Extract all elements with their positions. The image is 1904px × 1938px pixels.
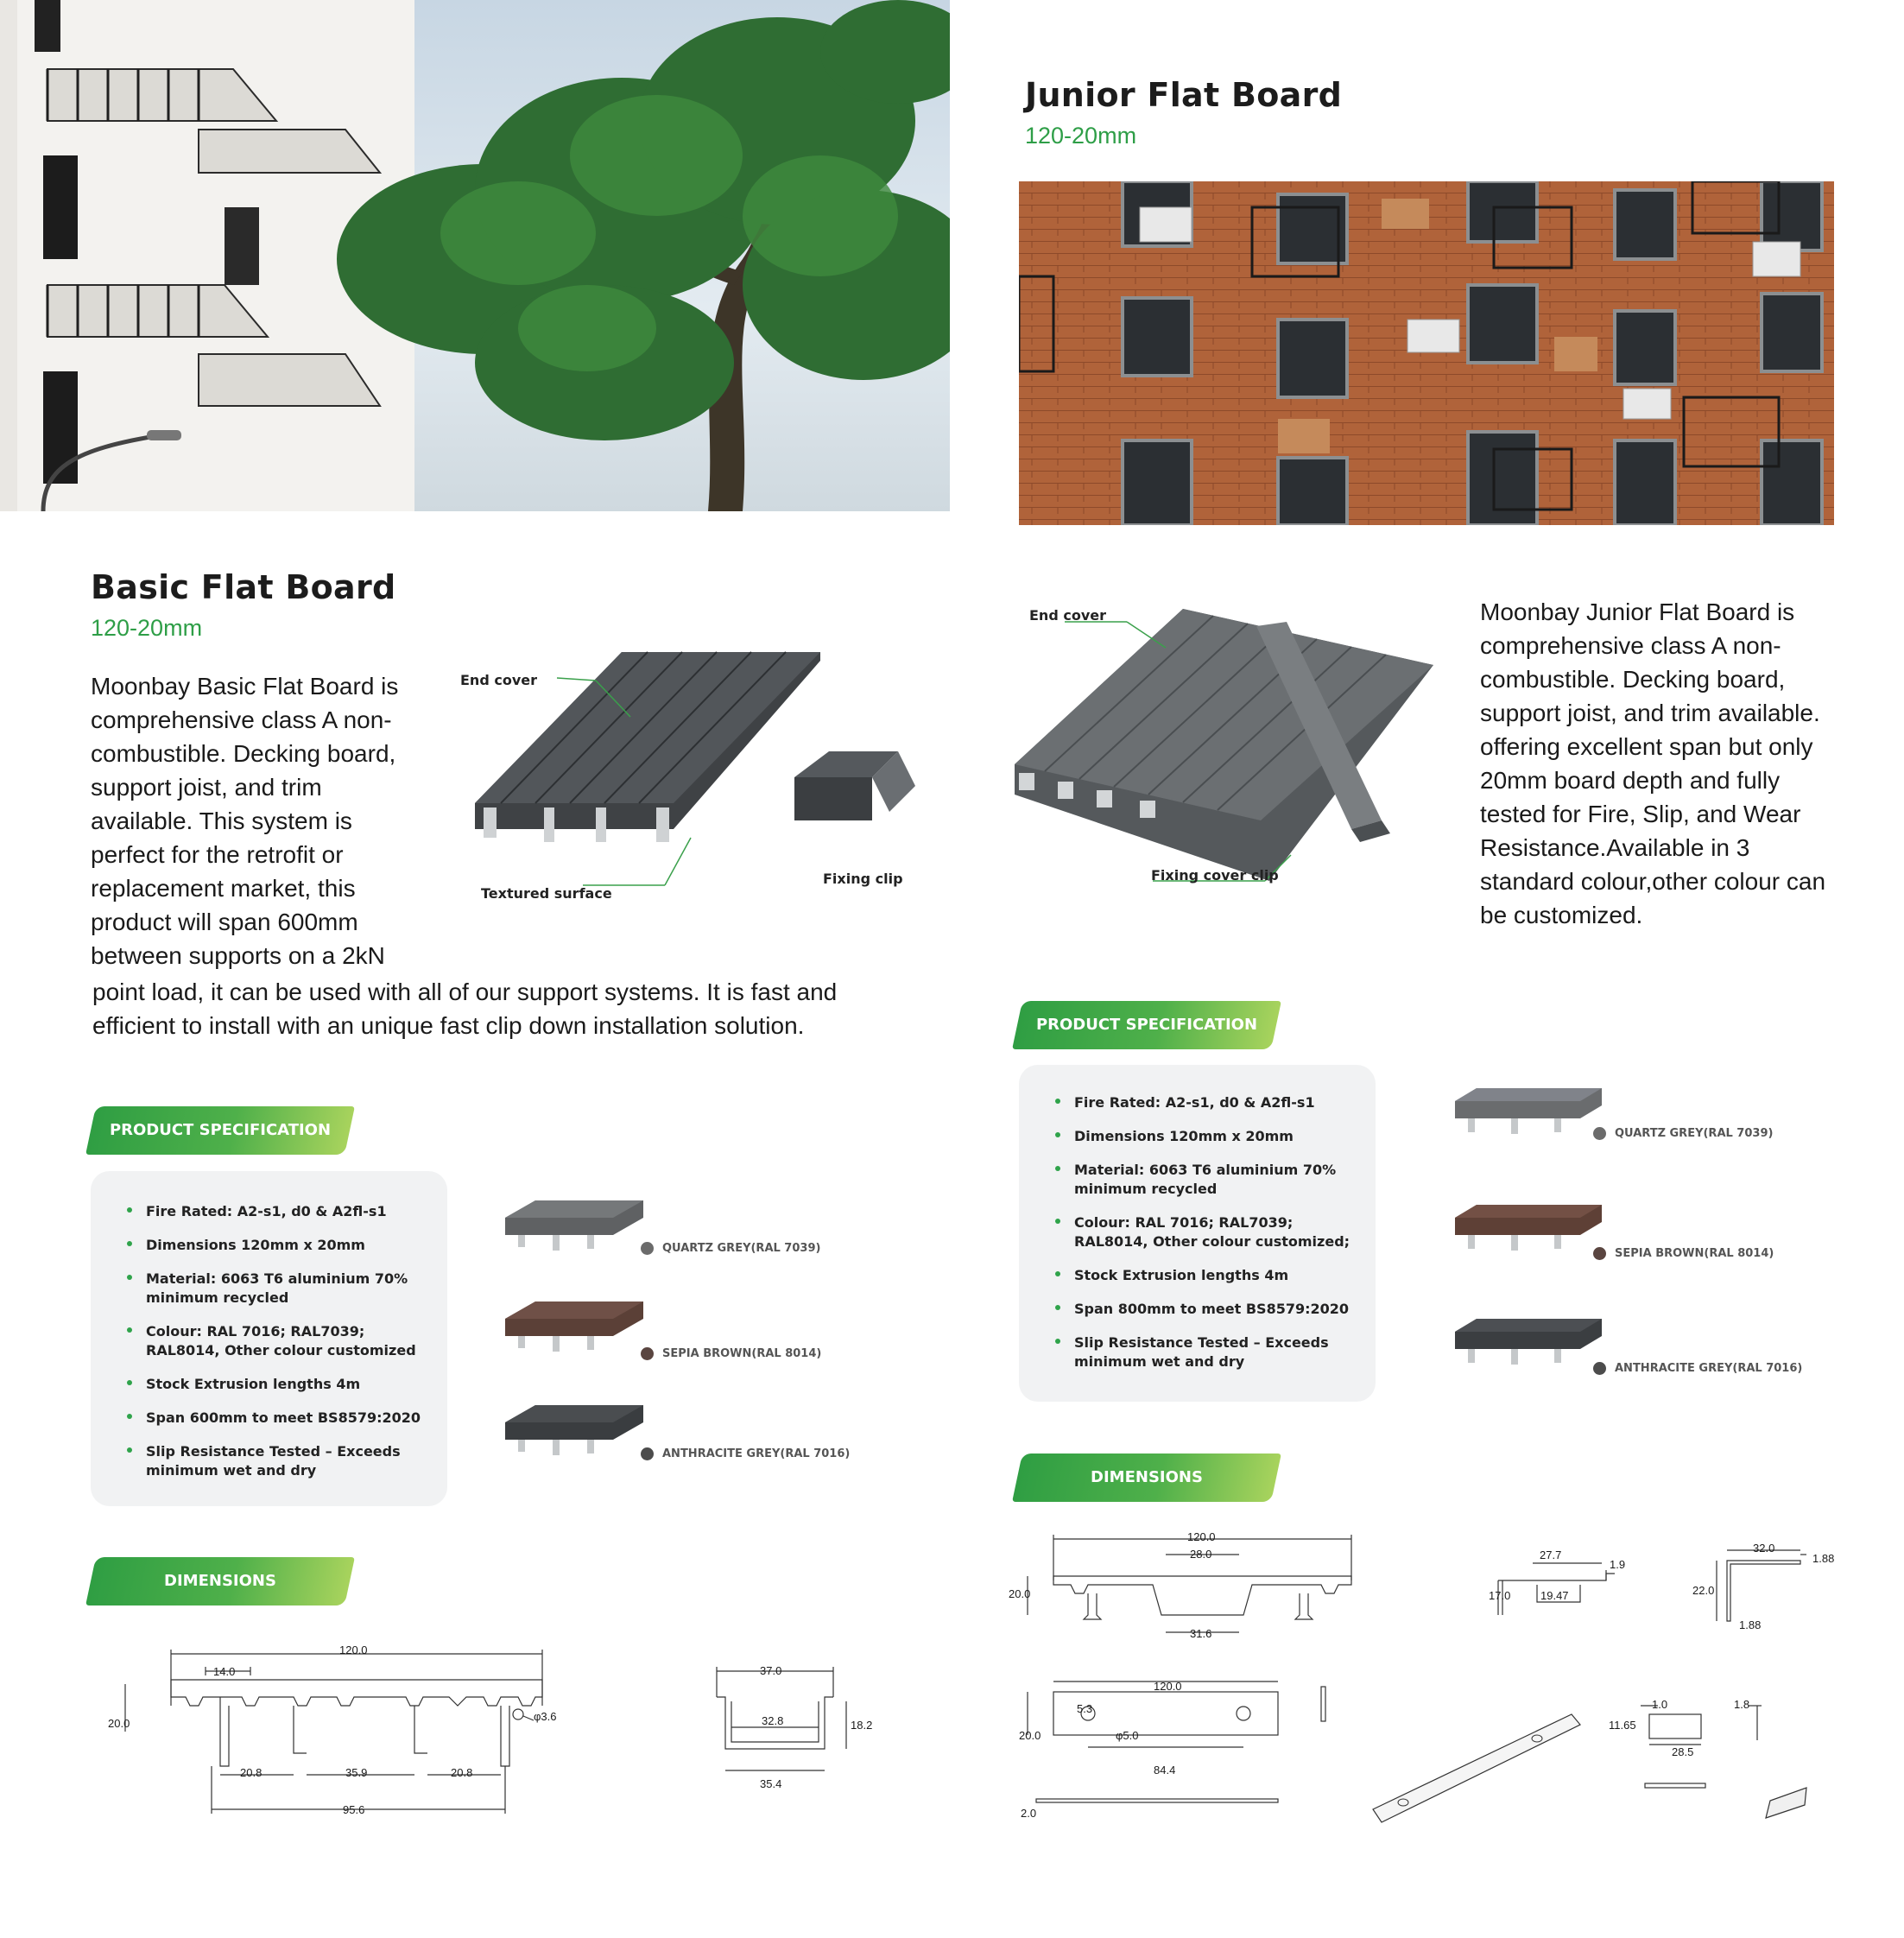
- swatch-label: ANTHRACITE GREY(RAL 7016): [1615, 1362, 1803, 1375]
- strip-hole: φ5.0: [1116, 1729, 1139, 1742]
- dim-b: 35.9: [345, 1766, 368, 1779]
- left-spec-list: [127, 1202, 430, 1480]
- left-description-wrapped: Moonbay Basic Flat Board is comprehensive class A non-combustible. Decking board, support joist, and trim available. This system is perfect for the retrofit or replacement market, this product will span 600mm between supports on a 2kN: [91, 673, 399, 969]
- junior-board-illustration: [1010, 596, 1442, 898]
- strip-5-3: 5.3: [1077, 1702, 1093, 1715]
- swatch-label: QUARTZ GREY(RAL 7039): [662, 1242, 821, 1255]
- small-clip-1-8: 1.8: [1734, 1698, 1750, 1711]
- right-strip-perspective: [1364, 1706, 1589, 1835]
- left-spec-badge: [85, 1106, 355, 1155]
- dim-base: 95.6: [343, 1803, 365, 1816]
- right-title: Junior Flat Board: [1025, 76, 1343, 114]
- right-spec-badge-label: PRODUCT SPECIFICATION: [1035, 1016, 1258, 1034]
- small-clip-1-0: 1.0: [1652, 1698, 1668, 1711]
- swatch-dot: [1593, 1362, 1606, 1375]
- left-dimensions-badge: [85, 1557, 355, 1606]
- right-spec-list: [1055, 1093, 1358, 1371]
- right-subtitle: 120-20mm: [1025, 123, 1137, 149]
- trim-22-0: 22.0: [1692, 1584, 1715, 1597]
- trim-1-88-top: 1.88: [1812, 1552, 1835, 1565]
- left-spec-box: [91, 1171, 447, 1506]
- dim-height: 20.0: [108, 1717, 130, 1730]
- callout-end-cover: End cover: [460, 672, 537, 688]
- swatch-dot: [1593, 1247, 1606, 1260]
- strip-2-0: 2.0: [1021, 1807, 1037, 1820]
- right-spec-badge: [1012, 1001, 1281, 1049]
- right-dimensions-badge-label: DIMENSIONS: [1091, 1468, 1203, 1486]
- clip-inner: 32.8: [762, 1714, 784, 1727]
- strip-120: 120.0: [1154, 1680, 1182, 1693]
- left-subtitle: 120-20mm: [91, 615, 203, 641]
- clip-17-0: 17.0: [1489, 1589, 1511, 1602]
- left-board-quartz-grey: [501, 1196, 648, 1261]
- swatch-dot: [641, 1447, 654, 1460]
- right-description: Moonbay Junior Flat Board is comprehensive class A non-combustible. Decking board, support joist, and trim available. offering excellent span but only 20mm board depth and fully tested for Fire, Slip, and Wear Resistance.Available in 3 standard colour,other colour can be customized.: [1480, 598, 1826, 928]
- left-title: Basic Flat Board: [91, 568, 396, 606]
- right-swatch-quartz-grey: [1593, 1127, 1773, 1140]
- right-dimensions-badge: [1012, 1454, 1281, 1502]
- trim-32-0: 32.0: [1753, 1542, 1775, 1555]
- swatch-label: SEPIA BROWN(RAL 8014): [1615, 1247, 1774, 1260]
- left-swatch-quartz-grey: [641, 1242, 820, 1255]
- right-small-clip: [1606, 1697, 1813, 1835]
- dim-a: 20.8: [240, 1766, 263, 1779]
- brick-facade-illustration: [1019, 181, 1834, 525]
- left-swatch-anthracite-grey: [641, 1447, 850, 1460]
- spec-item: Material: 6063 T6 aluminium 70% minimum recycled: [127, 1270, 430, 1308]
- spec-item: Fire Rated: A2-s1, d0 & A2fl-s1: [127, 1202, 430, 1221]
- callout-fixing-cover-clip: Fixing cover clip: [1151, 867, 1279, 884]
- left-description-continued: point load, it can be used with all of our support systems. It is fast and efficient to install with an unique fast clip down installation solution.: [92, 978, 838, 1039]
- small-clip-28-5: 28.5: [1672, 1745, 1694, 1758]
- spec-item: Stock Extrusion lengths 4m: [127, 1375, 430, 1394]
- right-board-sepia-brown: [1451, 1200, 1606, 1265]
- left-profile-drawing: [95, 1637, 596, 1822]
- swatch-dot: [641, 1347, 654, 1360]
- clip-1-9: 1.9: [1610, 1558, 1626, 1571]
- right-board-anthracite-grey: [1451, 1314, 1606, 1379]
- left-board-sepia-brown: [501, 1297, 648, 1362]
- spec-item: Colour: RAL 7016; RAL7039; RAL8014, Other colour customized;: [1055, 1213, 1358, 1251]
- left-spec-badge-label: PRODUCT SPECIFICATION: [109, 1121, 332, 1139]
- strip-20: 20.0: [1019, 1729, 1041, 1742]
- right-dim-width: 120.0: [1187, 1530, 1216, 1543]
- clip-bottom: 35.4: [760, 1777, 782, 1790]
- callout-textured-surface: Textured surface: [481, 885, 612, 902]
- spec-item: Span 600mm to meet BS8579:2020: [127, 1409, 430, 1428]
- right-strip-plate: [1002, 1671, 1330, 1822]
- spec-item: Slip Resistance Tested – Exceeds minimum wet and dry: [1055, 1333, 1358, 1371]
- dim-c: 20.8: [451, 1766, 473, 1779]
- clip-height: 18.2: [851, 1719, 873, 1732]
- spec-item: Dimensions 120mm x 20mm: [127, 1236, 430, 1255]
- trim-1-88-bottom: 1.88: [1739, 1618, 1762, 1631]
- left-swatch-sepia-brown: [641, 1347, 821, 1360]
- swatch-label: QUARTZ GREY(RAL 7039): [1615, 1127, 1774, 1140]
- spec-item: Slip Resistance Tested – Exceeds minimum wet and dry: [127, 1442, 430, 1480]
- building-tree-photo: [0, 0, 950, 511]
- dim-segment: 14.0: [213, 1665, 236, 1678]
- building-tree-illustration: [0, 0, 950, 511]
- callout-fixing-clip: Fixing clip: [823, 871, 903, 887]
- swatch-label: ANTHRACITE GREY(RAL 7016): [662, 1447, 851, 1460]
- right-spec-box: [1019, 1065, 1376, 1402]
- swatch-dot: [641, 1242, 654, 1255]
- right-dim-height: 20.0: [1009, 1587, 1031, 1600]
- clip-27-7: 27.7: [1540, 1548, 1562, 1561]
- spec-item: Fire Rated: A2-s1, d0 & A2fl-s1: [1055, 1093, 1358, 1112]
- clip-19-47: 19.47: [1540, 1589, 1569, 1602]
- small-clip-11-65: 11.65: [1609, 1719, 1636, 1732]
- spec-item: Span 800mm to meet BS8579:2020: [1055, 1300, 1358, 1319]
- strip-84-4: 84.4: [1154, 1764, 1176, 1776]
- brick-facade-photo: [1019, 181, 1834, 525]
- left-dimensions-badge-label: DIMENSIONS: [164, 1572, 276, 1590]
- right-swatch-sepia-brown: [1593, 1247, 1774, 1260]
- right-board-quartz-grey: [1451, 1084, 1606, 1149]
- dim-hole: φ3.6: [534, 1710, 557, 1723]
- swatch-dot: [1593, 1127, 1606, 1140]
- right-dim-inner: 28.0: [1190, 1548, 1212, 1561]
- right-dim-bottom: 31.6: [1190, 1627, 1212, 1640]
- spec-item: Stock Extrusion lengths 4m: [1055, 1266, 1358, 1285]
- right-swatch-anthracite-grey: [1593, 1362, 1802, 1375]
- clip-top: 37.0: [760, 1664, 782, 1677]
- spec-item: Colour: RAL 7016; RAL7039; RAL8014, Other colour customized: [127, 1322, 430, 1360]
- left-board-anthracite-grey: [501, 1401, 648, 1466]
- callout-end-cover-right: End cover: [1029, 607, 1106, 624]
- dim-width: 120.0: [339, 1644, 368, 1656]
- swatch-label: SEPIA BROWN(RAL 8014): [662, 1347, 822, 1360]
- spec-item: Material: 6063 T6 aluminium 70% minimum recycled: [1055, 1161, 1358, 1199]
- spec-item: Dimensions 120mm x 20mm: [1055, 1127, 1358, 1146]
